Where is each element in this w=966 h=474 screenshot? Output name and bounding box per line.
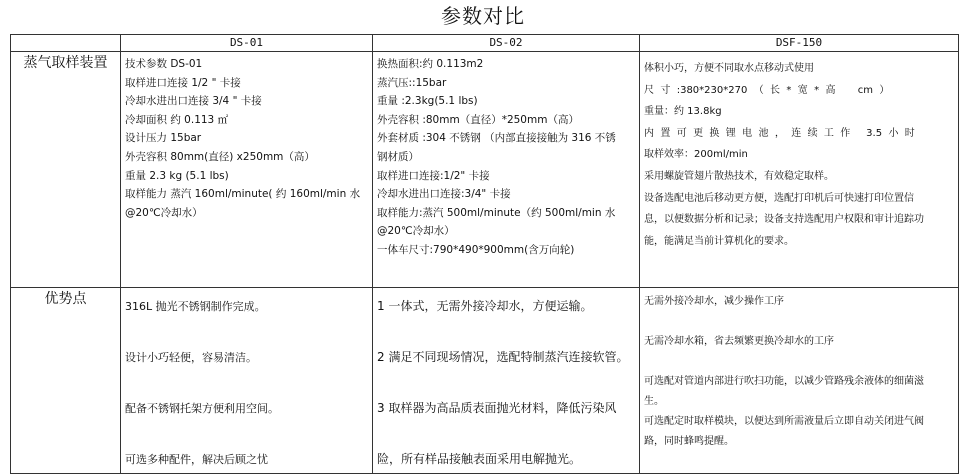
- spec-line: 外壳容积 :80mm（直径）*250mm（高）: [377, 113, 579, 126]
- spec-line: 外套材质 :304 不锈钢 （内部直接接触为 316 不锈: [377, 132, 616, 145]
- spec-line: 取样效率：200ml/min: [644, 149, 748, 161]
- spec-line: 设备选配电池后移动更方便，选配打印机后可快速打印位置信: [644, 192, 914, 204]
- advantage-line: 316L 抛光不锈钢制作完成。: [125, 300, 266, 313]
- advantage-spacer: [125, 422, 368, 448]
- spec-line: 外壳容积 80mm(直径) x250mm（高）: [125, 150, 315, 163]
- spec-line: 冷却水进出口连接 3/4 " 卡接: [125, 95, 262, 108]
- spec-line: 息，以便数据分析和记录；设备支持选配用户权限和审计追踪功: [644, 214, 924, 226]
- advantage-spacer: [377, 320, 635, 346]
- cell-advantages-ds02: [373, 288, 640, 474]
- spec-line: 设计压力 15bar: [125, 132, 202, 145]
- spec-line: 取样能力 蒸汽 160ml/minute( 约 160ml/min 水: [125, 188, 361, 201]
- spec-line: 取样进口连接 1/2 " 卡接: [125, 76, 241, 89]
- table-row-specs: [11, 52, 959, 288]
- advantage-line: 配备不锈钢托架方便利用空间。: [125, 402, 279, 415]
- advantage-spacer: [377, 371, 635, 397]
- spec-line: 换热面积:约 0.113m2: [377, 58, 484, 70]
- table-row-advantages: [11, 288, 959, 474]
- advantage-spacer: [125, 320, 368, 346]
- advantage-line: 无需冷却水箱，省去频繁更换冷却水的工序: [644, 336, 834, 347]
- advantage-line: 可选多种配件，解决后顾之忧: [125, 453, 268, 466]
- spec-line: 钢材质）: [377, 150, 419, 163]
- spec-line: 取样能力:蒸汽 500ml/minute（约 500ml/min 水: [377, 206, 616, 219]
- advantage-line: 可选配对管道内部进行吹扫功能，以减少管路残余液体的细菌滋: [644, 376, 924, 387]
- column-header-ds01: DS-01: [121, 35, 373, 52]
- advantage-line: 险，所有样品接触表面采用电解抛光。: [377, 452, 582, 466]
- column-header-ds02: DS-02: [373, 35, 640, 52]
- spec-line: 冷却水进出口连接:3/4" 卡接: [377, 188, 511, 201]
- advantage-line: 生。: [644, 396, 664, 407]
- cell-advantages-dsf150: [640, 288, 959, 474]
- spec-line: 重量 :2.3kg(5.1 lbs): [377, 95, 478, 108]
- advantage-line: 设计小巧轻便，容易清洁。: [125, 351, 257, 364]
- advantage-line: 无需外接冷却水，减少操作工序: [644, 296, 784, 307]
- spec-line: 尺 寸 :380*230*270 （ 长 * 宽 * 高 cm ）: [644, 84, 890, 96]
- header-corner: [11, 35, 121, 52]
- comparison-table: [10, 34, 959, 474]
- advantage-spacer: [644, 352, 954, 372]
- spec-line: 冷却面积 约 0.113 ㎡: [125, 113, 229, 126]
- advantage-spacer: [644, 312, 954, 332]
- spec-line: 重量：约 13.8kg: [644, 106, 722, 118]
- advantage-line: 2 满足不同现场情况，选配特制蒸汽连接软管。: [377, 350, 629, 364]
- cell-specs-dsf150: [640, 52, 959, 288]
- advantage-line: 可选配定时取样模块，以便达到所需液量后立即自动关闭进气阀: [644, 416, 924, 427]
- spec-line: 体积小巧，方便不同取水点移动式使用: [644, 63, 814, 74]
- header-row: [11, 35, 959, 52]
- spec-line: @20℃冷却水）: [377, 225, 455, 238]
- advantage-line: 1 一体式，无需外接冷却水，方便运输。: [377, 299, 593, 313]
- page-title: 参数对比: [441, 4, 525, 28]
- spec-line: 技术参数 DS-01: [125, 58, 203, 70]
- column-header-dsf150: DSF-150: [640, 35, 959, 52]
- spec-line: 一体车尺寸:790*490*900mm(含万向轮): [377, 243, 575, 256]
- advantage-spacer: [377, 422, 635, 448]
- advantage-line: 3 取样器为高品质表面抛光材料，降低污染风: [377, 401, 617, 415]
- spec-line: 能，能满足当前计算机化的要求。: [644, 235, 794, 247]
- row-header-advantages: 优势点: [11, 288, 121, 474]
- spec-line: 重量 2.3 kg (5.1 lbs): [125, 169, 229, 182]
- row-header-steam-sampler: 蒸气取样装置: [11, 52, 121, 288]
- spec-line: 取样进口连接:1/2" 卡接: [377, 169, 490, 182]
- cell-advantages-ds01: [121, 288, 373, 474]
- cell-specs-ds01: [121, 52, 373, 288]
- spec-line: 采用螺旋管翅片散热技术，有效稳定取样。: [644, 170, 834, 182]
- advantage-spacer: [125, 371, 368, 397]
- cell-specs-ds02: [373, 52, 640, 288]
- spec-line: @20℃冷却水）: [125, 206, 203, 219]
- advantage-line: 路，同时蜂鸣提醒。: [644, 436, 734, 447]
- spec-line: 蒸汽压::15bar: [377, 76, 447, 89]
- spec-line: 内 置 可 更 换 锂 电 池 ， 连 续 工 作 3.5 小 时: [644, 127, 915, 139]
